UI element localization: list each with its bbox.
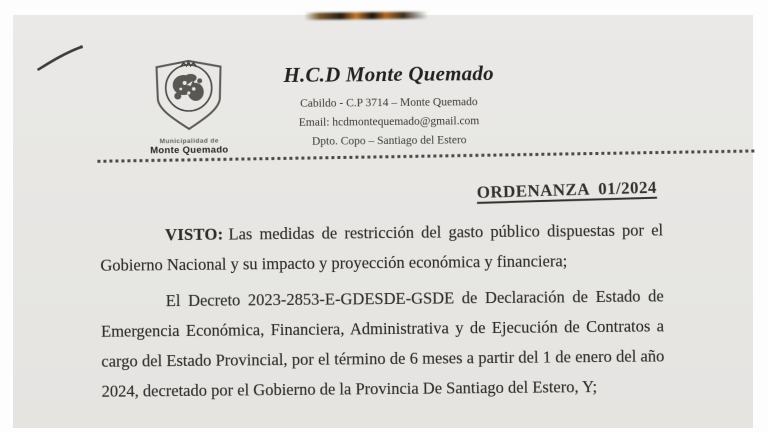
visto-paragraph [100,215,664,280]
municipal-crest [136,57,241,156]
letterhead [260,61,517,152]
scan-binding-smudge [304,12,428,20]
ordinance-body [100,215,665,412]
visto-text: Las medidas de restricción del gasto público dispuestas por el Gobierno Nacional y su impacto y proyección económica y financiera; [100,220,664,275]
ordinance-heading: ORDENANZA 01/2024 [476,177,658,202]
letterhead-address-line: Cabildo - C.P 3714 – Monte Quemado [300,96,478,110]
visto-label: VISTO: [165,224,224,245]
decree-paragraph: El Decreto 2023-2853-E-GDESDE-GSDE de Declaración de Estado de Emergencia Económica, Financiera, Administrativa y de Ejecución de Contratos a cargo del Estado Provincial, por el término de 6 meses a partir del 1 de enero del año 2024, decretado por el Gobierno de la Provincia De Santiago del Estero, Y; [100,286,665,401]
crest-caption-line1: Municipalidad de [159,137,219,146]
pen-check-mark [34,43,90,74]
crest-caption-line2: Monte Quemado [150,144,229,157]
crest-shield-icon [150,58,227,133]
letterhead-title: H.C.D Monte Quemado [283,60,494,88]
letterhead-department-line: Dpto. Copo – Santiago del Estero [311,134,467,148]
letterhead-email-line: Email: hcdmontequemado@gmail.com [298,115,480,129]
